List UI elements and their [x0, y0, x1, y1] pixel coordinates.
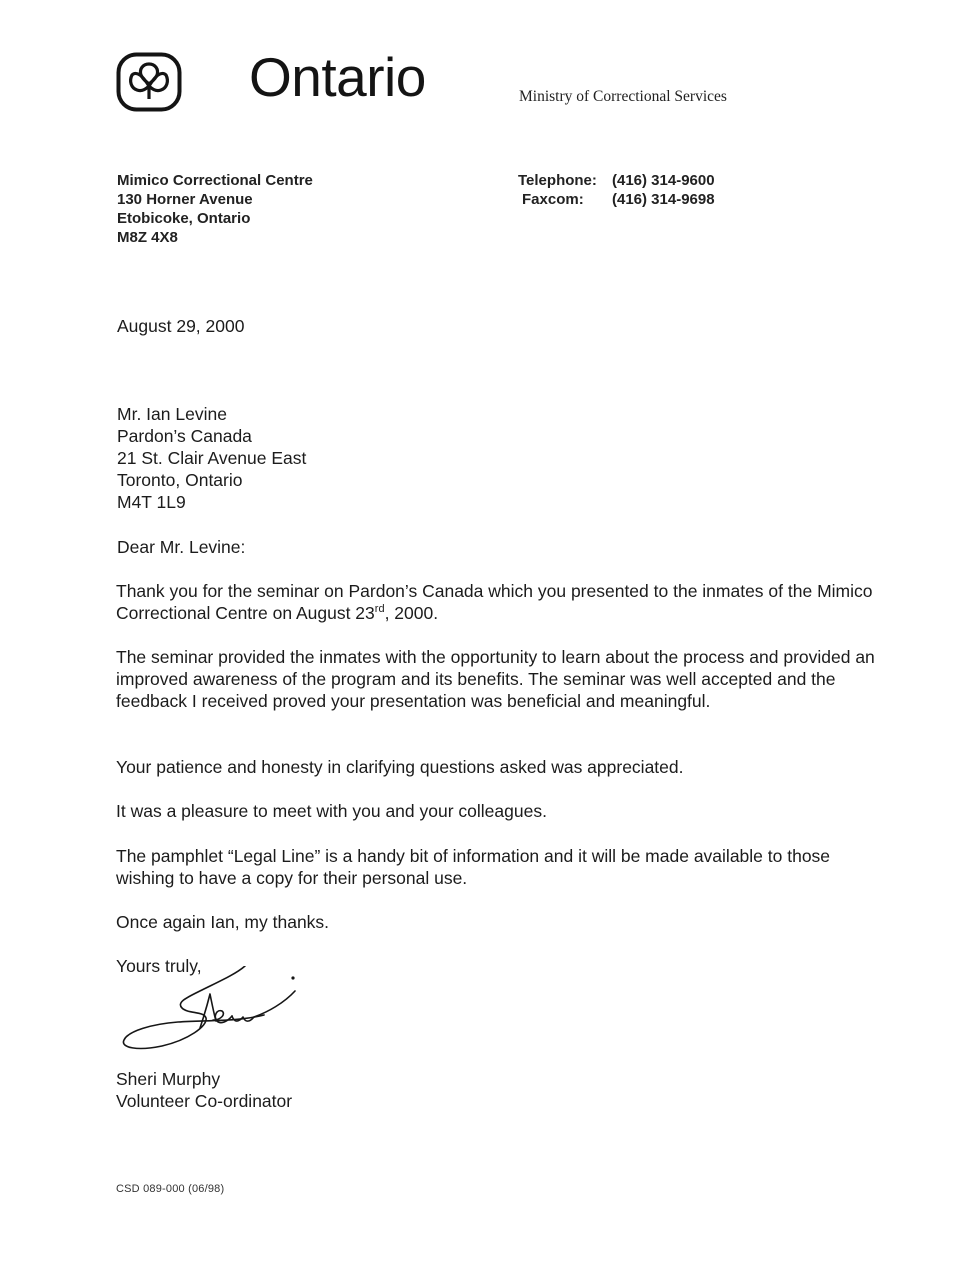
body-paragraph-3: Your patience and honesty in clarifying questions asked was appreciated. — [116, 757, 684, 777]
body-paragraph-5: The pamphlet “Legal Line” is a handy bit of information and it will be made available to those wishing to have a copy for their personal use. — [116, 846, 831, 888]
fax-label: Faxcom: — [522, 191, 584, 208]
sender-postal: M8Z 4X8 — [117, 229, 178, 246]
body-paragraph-2: The seminar provided the inmates with the opportunity to learn about the process and provided an improved awareness of the program and its benefits. The seminar was well accepted and the feedback I received proved your presentation was beneficial and meaningful. — [116, 647, 875, 711]
p1-text-end: , 2000. — [384, 603, 439, 623]
recipient-organization: Pardon’s Canada — [117, 426, 252, 446]
phone-number: (416) 314-9600 — [612, 172, 715, 189]
sender-city: Etobicoke, Ontario — [117, 210, 251, 227]
closing: Yours truly, — [116, 956, 202, 976]
form-code: CSD 089-000 (06/98) — [116, 1183, 225, 1195]
phone-row — [518, 171, 715, 190]
ontario-trillium-logo-icon — [116, 52, 182, 112]
signer-block — [116, 1068, 292, 1112]
letter-date: August 29, 2000 — [117, 316, 245, 336]
sender-street: 130 Horner Avenue — [117, 191, 253, 208]
signer-title: Volunteer Co-ordinator — [116, 1091, 293, 1111]
ordinal-suffix: rd — [374, 603, 385, 616]
salutation: Dear Mr. Levine: — [117, 537, 246, 557]
signer-name: Sheri Murphy — [116, 1069, 221, 1089]
sender-name: Mimico Correctional Centre — [117, 172, 313, 189]
sender-address — [117, 171, 313, 247]
recipient-address — [117, 403, 306, 513]
body-paragraph-4: It was a pleasure to meet with you and your colleagues. — [116, 801, 547, 821]
phone-label: Telephone: — [518, 172, 597, 189]
body-paragraph-6: Once again Ian, my thanks. — [116, 912, 330, 932]
contact-block — [518, 171, 715, 209]
ontario-wordmark: Ontario — [249, 46, 426, 108]
recipient-name: Mr. Ian Levine — [117, 404, 227, 424]
recipient-street: 21 St. Clair Avenue East — [117, 448, 307, 468]
ministry-name: Ministry of Correctional Services — [519, 88, 727, 105]
fax-number: (416) 314-9698 — [612, 191, 715, 208]
recipient-postal: M4T 1L9 — [117, 492, 186, 512]
recipient-city: Toronto, Ontario — [117, 470, 243, 490]
p1-text: Thank you for the seminar on Pardon’s Canada which you presented to the inmates of the Mimico Correctional Centre on August 23 — [116, 581, 873, 623]
body-paragraph-1 — [116, 580, 876, 624]
handwritten-signature — [118, 966, 308, 1061]
fax-row — [518, 190, 715, 209]
